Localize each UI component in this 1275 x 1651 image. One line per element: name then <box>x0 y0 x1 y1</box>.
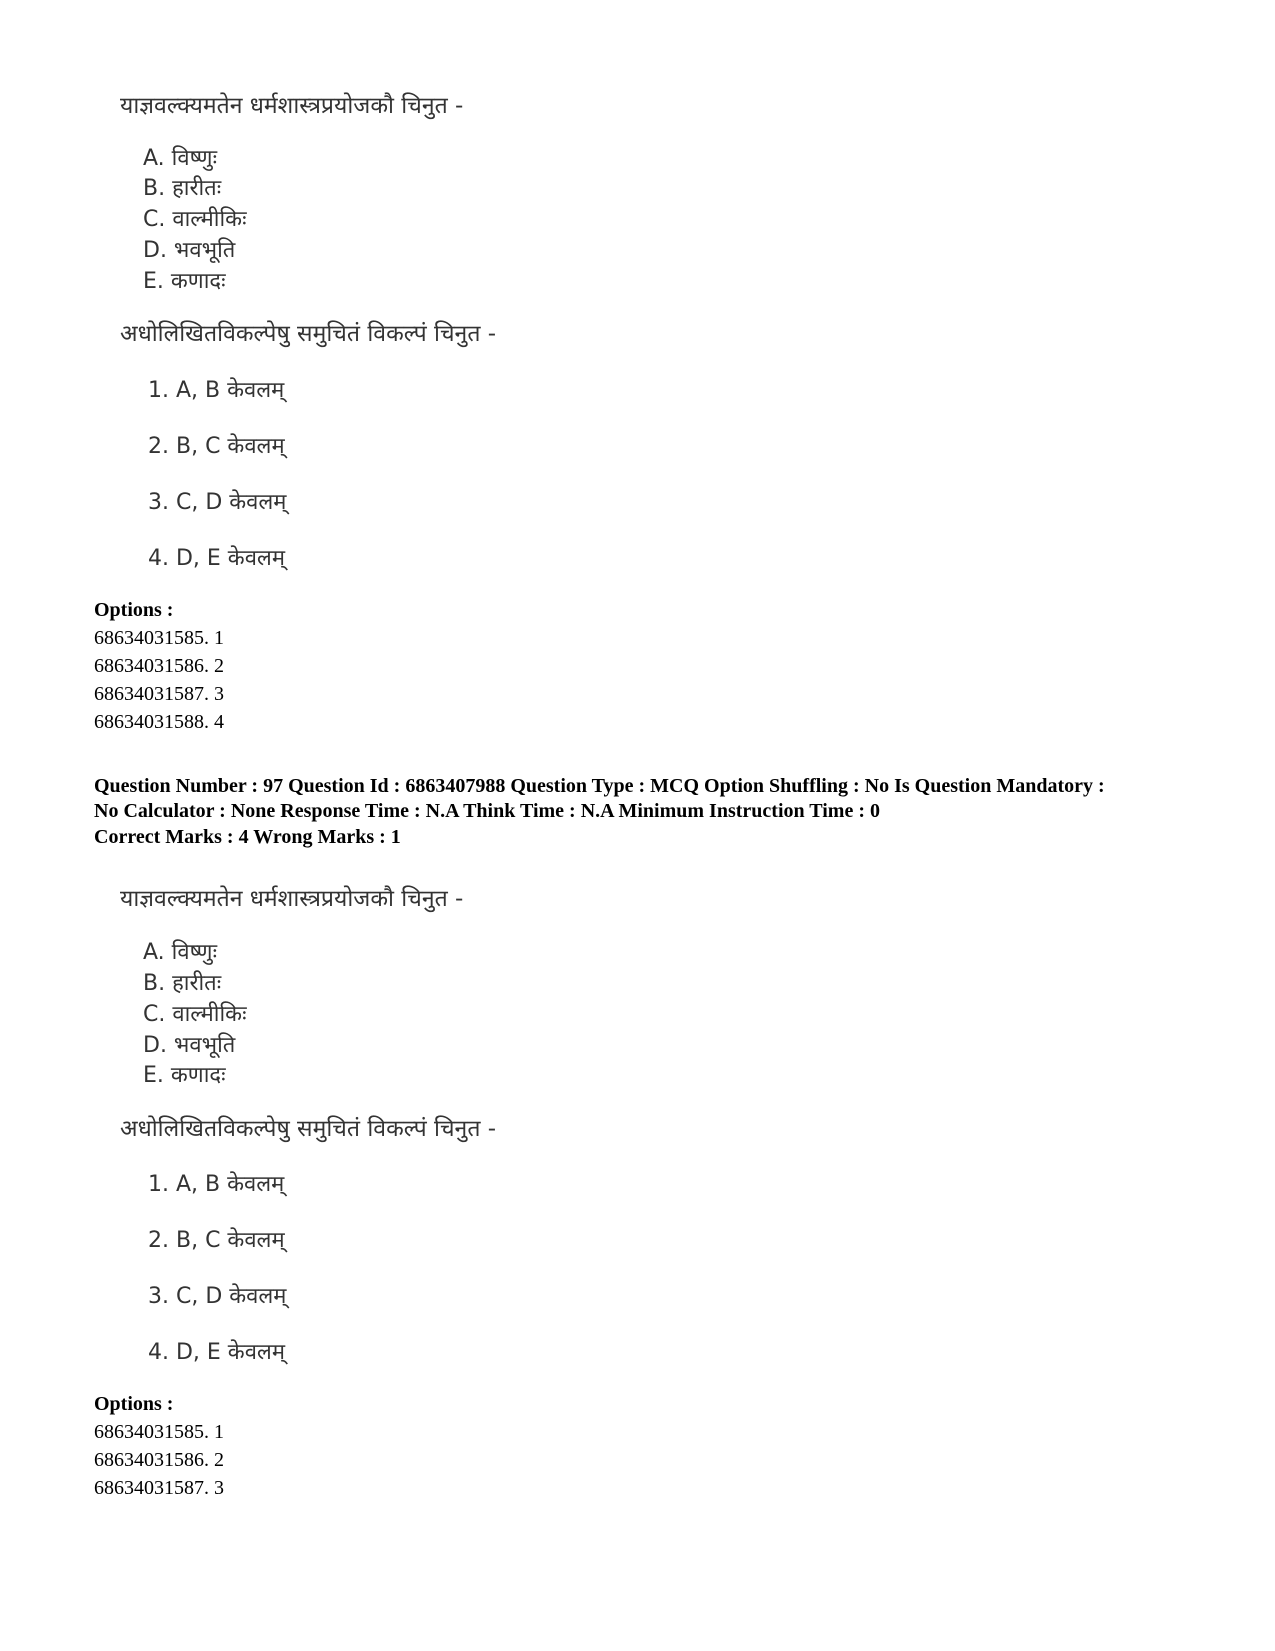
question-image-title: याज्ञवल्क्यमतेन धर्मशास्त्रप्रयोजकौ चिनुत - <box>120 886 464 912</box>
question-item-b: B. हारीतः <box>143 176 222 201</box>
answer-choice-1: 1. A, B केवलम् <box>148 378 285 403</box>
question-image-subtitle: अधोलिखितविकल्पेषु समुचितं विकल्पं चिनुत - <box>120 1116 497 1142</box>
question-meta-line-2: No Calculator : None Response Time : N.A Think Time : N.A Minimum Instruction Time : 0 <box>94 800 880 822</box>
answer-choice-4: 4. D, E केवलम् <box>148 546 286 571</box>
question-item-c: C. वाल्मीकिः <box>143 1002 247 1027</box>
question-item-a: A. विष्णुः <box>143 940 218 965</box>
option-id-line: 68634031587. 3 <box>94 1477 224 1499</box>
options-label: Options : <box>94 599 174 621</box>
question-item-a: A. विष्णुः <box>143 146 218 171</box>
answer-choice-3: 3. C, D केवलम् <box>148 1284 287 1309</box>
option-id-line: 68634031587. 3 <box>94 683 224 705</box>
question-item-e: E. कणादः <box>143 1063 226 1088</box>
option-id-line: 68634031585. 1 <box>94 1421 224 1443</box>
question-item-d: D. भवभूति <box>143 1033 236 1058</box>
question-image-title: याज्ञवल्क्यमतेन धर्मशास्त्रप्रयोजकौ चिनुत - <box>120 93 464 119</box>
marks-line: Correct Marks : 4 Wrong Marks : 1 <box>94 826 401 848</box>
question-item-e: E. कणादः <box>143 269 226 294</box>
question-meta-line-1: Question Number : 97 Question Id : 6863407988 Question Type : MCQ Option Shuffling : No Is Question Mandatory : <box>94 775 1105 797</box>
option-id-line: 68634031586. 2 <box>94 655 224 677</box>
option-id-line: 68634031588. 4 <box>94 711 224 733</box>
question-item-c: C. वाल्मीकिः <box>143 207 247 232</box>
answer-choice-3: 3. C, D केवलम् <box>148 490 287 515</box>
answer-choice-4: 4. D, E केवलम् <box>148 1340 286 1365</box>
question-meta <box>94 774 1214 824</box>
question-image-subtitle: अधोलिखितविकल्पेषु समुचितं विकल्पं चिनुत - <box>120 321 497 347</box>
answer-choice-1: 1. A, B केवलम् <box>148 1172 285 1197</box>
answer-choice-2: 2. B, C केवलम् <box>148 1228 285 1253</box>
option-id-line: 68634031586. 2 <box>94 1449 224 1471</box>
question-item-d: D. भवभूति <box>143 238 236 263</box>
question-item-b: B. हारीतः <box>143 971 222 996</box>
options-label: Options : <box>94 1393 174 1415</box>
answer-choice-2: 2. B, C केवलम् <box>148 434 285 459</box>
option-id-line: 68634031585. 1 <box>94 627 224 649</box>
